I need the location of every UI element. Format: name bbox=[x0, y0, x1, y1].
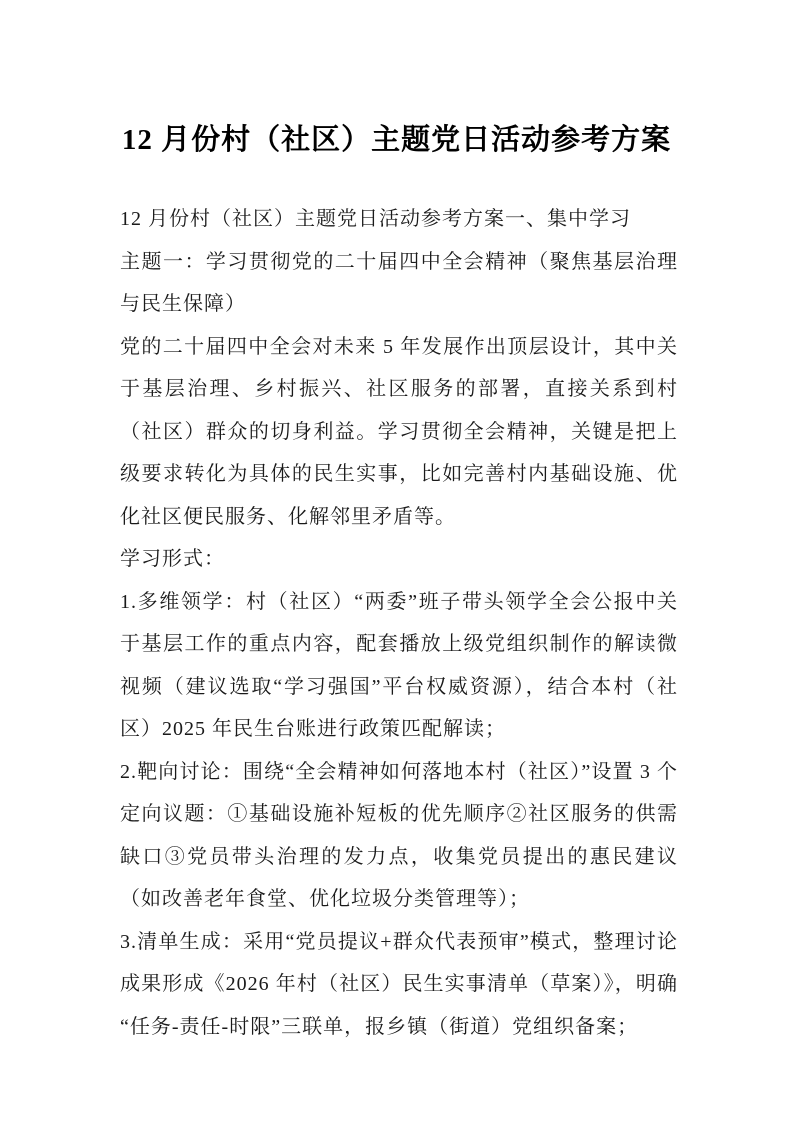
document-title: 12 月份村（社区）主题党日活动参考方案 bbox=[121, 124, 672, 156]
document-body bbox=[120, 198, 678, 1048]
body-paragraph: 3.清单生成：采用“党员提议+群众代表预审”模式，整理讨论成果形成《2026 年村（社区）民生实事清单（草案）》，明确“任务-责任-时限”三联单，报乡镇（街道）党组织备案； bbox=[120, 930, 678, 1038]
body-paragraph: 2.靶向讨论：围绕“全会精神如何落地本村（社区）”设置 3 个定向议题：①基础设施补短板的优先顺序②社区服务的供需缺口③党员带头治理的发力点，收集党员提出的惠民建议（如改善老年食堂、优化垃圾分类管理等）； bbox=[120, 760, 678, 910]
body-paragraph: 主题一：学习贯彻党的二十届四中全会精神（聚焦基层治理与民生保障） bbox=[120, 250, 678, 315]
body-paragraph: 学习形式： bbox=[120, 548, 225, 570]
body-paragraph: 1.多维领学：村（社区）“两委”班子带头领学全会公报中关于基层工作的重点内容，配套播放上级党组织制作的解读微视频（建议选取“学习强国”平台权威资源），结合本村（社区）2025 年民生台账进行政策匹配解读； bbox=[120, 590, 678, 740]
body-paragraph: 12 月份村（社区）主题党日活动参考方案一、集中学习 bbox=[120, 208, 631, 230]
body-paragraph: 党的二十届四中全会对未来 5 年发展作出顶层设计，其中关于基层治理、乡村振兴、社区服务的部署，直接关系到村（社区）群众的切身利益。学习贯彻全会精神，关键是把上级要求转化为具体的民生实事，比如完善村内基础设施、优化社区便民服务、化解邻里矛盾等。 bbox=[120, 335, 678, 528]
